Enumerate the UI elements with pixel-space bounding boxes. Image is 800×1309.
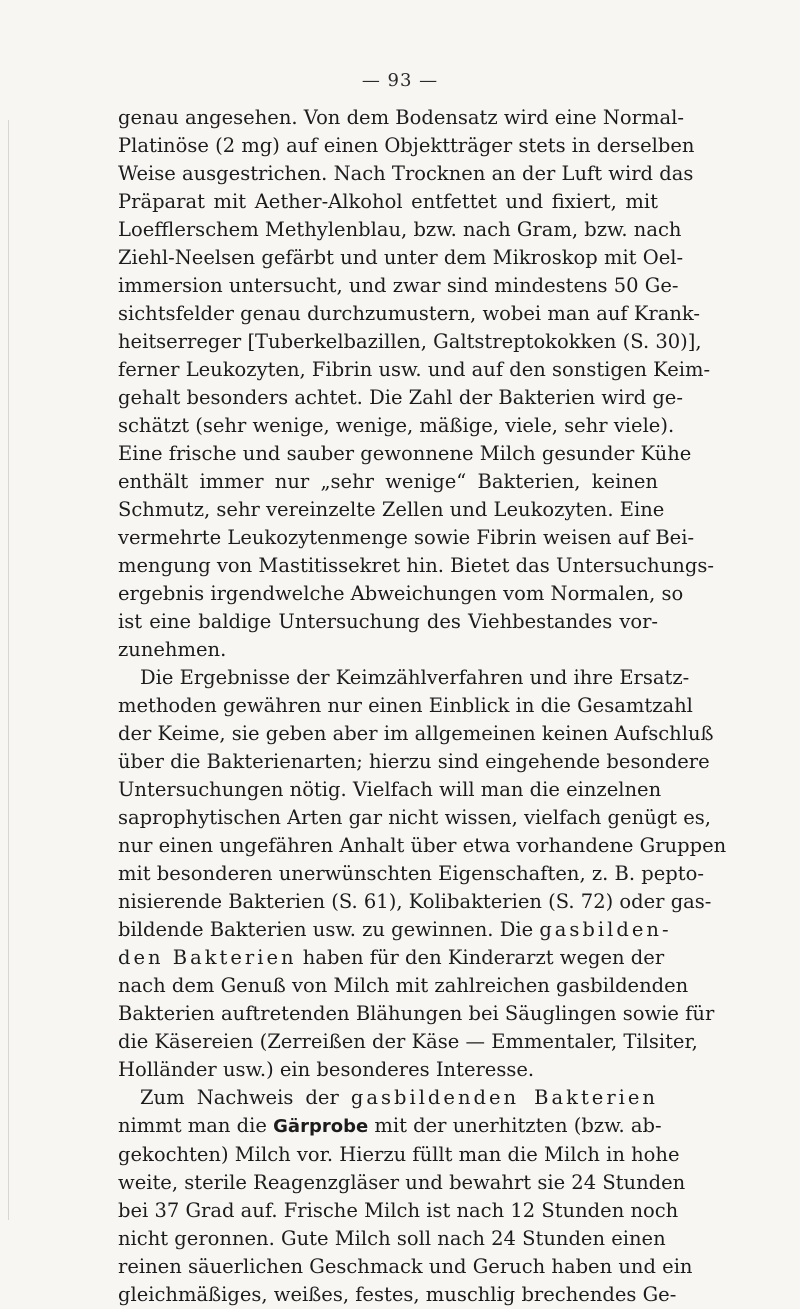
text-segment: haben für den Kinderarzt wegen der	[302, 946, 665, 969]
text-line: ist eine baldige Untersuchung des Viehbestandes vor-	[118, 610, 658, 633]
text-segment: bildende Bakterien usw. zu gewinnen. Die	[118, 918, 534, 941]
text-line: gekochten) Milch vor. Hierzu füllt man die Milch in hohe	[118, 1143, 680, 1166]
text-segment: mit der unerhitzten (bzw. ab-	[374, 1114, 662, 1137]
text-line: vermehrte Leukozytenmenge sowie Fibrin weisen auf Bei-	[118, 526, 695, 549]
text-line: bei 37 Grad auf. Frische Milch ist nach 12 Stunden noch	[118, 1199, 679, 1222]
text-line: heitserreger [Tuberkelbazillen, Galtstreptokokken (S. 30)],	[118, 330, 702, 353]
text-line: gehalt besonders achtet. Die Zahl der Bakterien wird ge-	[118, 386, 683, 409]
text-line: Eine frische und sauber gewonnene Milch gesunder Kühe	[118, 442, 692, 465]
text-line: Schmutz, sehr vereinzelte Zellen und Leukozyten. Eine	[118, 498, 665, 521]
text-line	[118, 1112, 662, 1141]
text-line: weite, sterile Reagenzgläser und bewahrt sie 24 Stunden	[118, 1171, 686, 1194]
text-line: enthält immer nur „sehr wenige“ Bakterien, keinen	[118, 470, 658, 493]
text-line: Bakterien auftretenden Blähungen bei Säuglingen sowie für	[118, 1002, 715, 1025]
page-number: — 93 —	[361, 70, 439, 91]
text-segment: nimmt man die	[118, 1114, 267, 1137]
text-line	[118, 916, 672, 944]
page-edge-shadow	[8, 120, 9, 1220]
emphasis-term: gasbilden-	[539, 918, 672, 941]
text-line: ergebnis irgendwelche Abweichungen vom Normalen, so	[118, 582, 684, 605]
text-line: sichtsfelder genau durchzumustern, wobei man auf Krank-	[118, 302, 700, 325]
text-line: Untersuchungen nötig. Vielfach will man die einzelnen	[118, 778, 662, 801]
text-line: Holländer usw.) ein besonderes Interesse.	[118, 1058, 535, 1081]
text-line: reinen säuerlichen Geschmack und Geruch haben und ein	[118, 1255, 693, 1278]
bold-term: Gärprobe	[273, 1116, 369, 1137]
text-line: immersion untersucht, und zwar sind mindestens 50 Ge-	[118, 274, 679, 297]
text-line: Platinöse (2 mg) auf einen Objektträger stets in derselben	[118, 134, 695, 157]
text-line: zunehmen.	[118, 638, 227, 661]
body-text	[118, 104, 727, 1309]
text-line: genau angesehen. Von dem Bodensatz wird eine Normal-	[118, 106, 684, 129]
text-line	[118, 1084, 658, 1112]
text-line: methoden gewähren nur einen Einblick in die Gesamtzahl	[118, 694, 693, 717]
text-line: ferner Leukozyten, Fibrin usw. und auf den sonstigen Keim-	[118, 358, 711, 381]
text-line: Loefflerschem Methylenblau, bzw. nach Gram, bzw. nach	[118, 218, 682, 241]
text-line: nach dem Genuß von Milch mit zahlreichen gasbildenden	[118, 974, 689, 997]
text-line	[118, 944, 665, 972]
text-line: Weise ausgestrichen. Nach Trocknen an der Luft wird das	[118, 162, 694, 185]
emphasis-term: den Bakterien	[118, 946, 297, 969]
text-line: Ziehl-Neelsen gefärbt und unter dem Mikroskop mit Oel-	[118, 246, 684, 269]
text-line: Die Ergebnisse der Keimzählverfahren und ihre Ersatz-	[140, 666, 690, 689]
text-line: über die Bakterienarten; hierzu sind eingehende besondere	[118, 750, 710, 773]
text-line: Präparat mit Aether-Alkohol entfettet und fixiert, mit	[118, 190, 658, 213]
text-line: nisierende Bakterien (S. 61), Kolibakterien (S. 72) oder gas-	[118, 890, 712, 913]
emphasis-term: gasbildenden Bakterien	[350, 1086, 658, 1109]
text-line: mit besonderen unerwünschten Eigenschaften, z. B. pepto-	[118, 862, 704, 885]
text-line: saprophytischen Arten gar nicht wissen, vielfach genügt es,	[118, 806, 711, 829]
text-line: gleichmäßiges, weißes, festes, muschlig brechendes Ge-	[118, 1283, 677, 1306]
text-segment: Zum Nachweis der	[140, 1086, 339, 1109]
text-line: die Käsereien (Zerreißen der Käse — Emmentaler, Tilsiter,	[118, 1030, 698, 1053]
text-line: der Keime, sie geben aber im allgemeinen keinen Aufschluß	[118, 722, 714, 745]
text-line: mengung von Mastitissekret hin. Bietet das Untersuchungs-	[118, 554, 714, 577]
text-line: schätzt (sehr wenige, wenige, mäßige, viele, sehr viele).	[118, 414, 675, 437]
text-line: nicht geronnen. Gute Milch soll nach 24 Stunden einen	[118, 1227, 666, 1250]
text-line: nur einen ungefähren Anhalt über etwa vorhandene Gruppen	[118, 834, 727, 857]
